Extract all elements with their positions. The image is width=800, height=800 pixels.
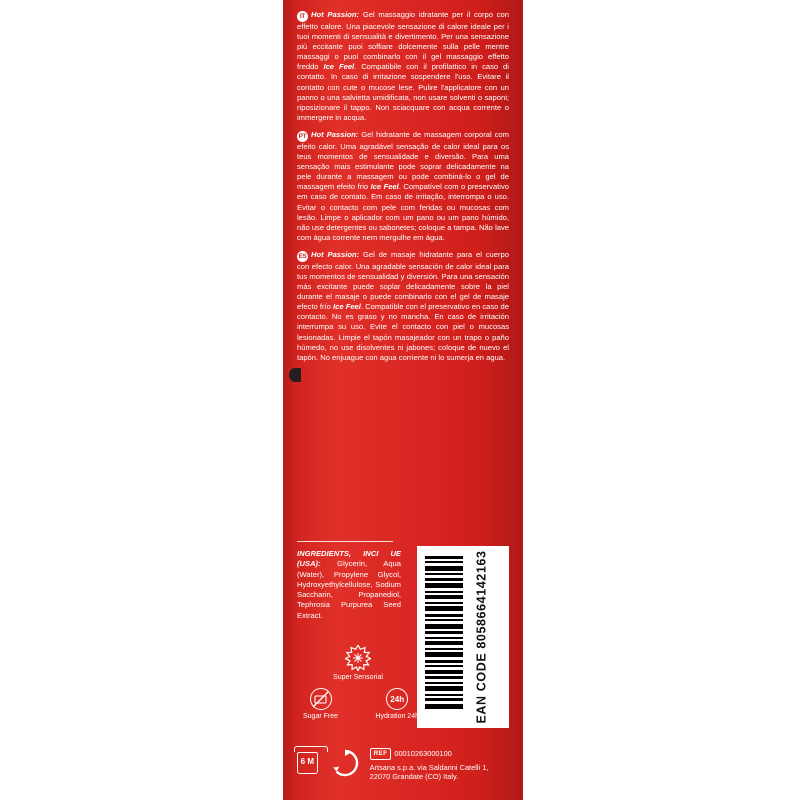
language-tag-es: ES <box>298 252 307 260</box>
crossed-sugar-icon <box>310 688 332 710</box>
ice-feel-it: Ice Feel <box>323 62 355 72</box>
brand-name-es: Hot Passion: <box>311 249 360 259</box>
description-it-part1: Gel massaggio idratante per il corpo con effetto calore. Una piacevole sensazione di calore ideale per i tuoi momenti di sensualità e divertimento. Per una sensazione più eccitante puoi soffiare dolcemente sulla pelle mentre massaggi o puoi combinarlo con il gel massaggio effetto freddo <box>297 10 509 72</box>
barcode-caption-text: EAN CODE 8058664142163 <box>475 550 489 724</box>
ingredients-heading: INGREDIENTS, INCI UE (USA): <box>297 549 401 569</box>
barcode-bars <box>425 556 463 718</box>
description-pt-part2: . Compatível com o preservativo em caso de contato. Em caso de irritação, interrompa o uso. Evitar o contacto com pele com feridas ou mucosas com lesão. Limpe o aplicador com um pano ou um pano húmido, não use detergentes ou sabonetes; coloque a tampa. Não lave com água corrente nem mergulhe em água. <box>297 182 510 242</box>
icon-24h-text: 24h <box>390 695 405 704</box>
recycle-icon <box>330 748 360 778</box>
description-it <box>297 10 509 123</box>
footer-row <box>297 742 509 782</box>
registration-dot <box>289 368 301 382</box>
brand-name-pt: Hot Passion: <box>311 129 359 139</box>
label-content <box>289 0 517 800</box>
description-pt <box>297 130 509 243</box>
hydration-24h-icon <box>386 688 408 710</box>
left-white-margin <box>0 0 283 800</box>
ref-badge: REF <box>370 748 392 760</box>
description-es <box>297 250 509 363</box>
description-es-part1: Gel de masaje hidratante para el cuerpo con efecto calor. Una agradable sensación de calor ideal para tus momentos de sensualidad y diversión. Para una sensación más excitante puede soplar delicadamente sobre la piel durante el masaje o puede combinarlo con el gel de masaje efecto frío <box>297 249 509 312</box>
language-tag-it: IT <box>297 11 308 22</box>
icon-hydration-24h <box>375 688 419 721</box>
description-es-part2: . Compatible con el preservativo en caso de contacto. No es graso y no mancha. En caso de irritación interrumpa su uso. Evite el contacto con piel o mucosas lesionadas. Limpie el tapón masajeador con un trapo o paño húmedo, no use disolventes ni jabones; coloque de nuevo el tapón. No enjuague con agua corriente ni lo sumerja en agua. <box>297 302 509 362</box>
description-pt-part1: Gel hidratante de massagem corporal com efeito calor. Uma agradável sensação de calor ideal para os teus momentos de sensualidade e diversão. Para uma sensação mais estimulante pode soprar delicadamente na pele durante a massagem ou pode combiná-lo o gel de massagem efeito frio <box>297 129 509 192</box>
icon-sugar-free <box>303 688 338 721</box>
feature-icons <box>303 645 419 721</box>
ice-feel-es: Ice Feel <box>332 302 361 312</box>
icon-caption-super-sensorial: Super Sensorial <box>333 674 383 681</box>
icon-caption-sugar-free: Sugar Free <box>303 713 339 720</box>
ref-number: 00010263000100 <box>394 749 452 758</box>
pao-label: 6 M <box>300 757 314 766</box>
company-address: Artsana s.p.a. via Saldarini Catelli 1, 22070 Grandate (CO) Italy. <box>369 762 489 782</box>
section-divider <box>297 541 393 542</box>
language-tag-pt: PT <box>298 132 307 140</box>
icon-super-sensorial <box>333 645 383 682</box>
ingredients-list: Glycerin, Aqua (Water), Propylene Glycol, Hydroxyethylcellulose, Sodium Saccharin, Propanediol, Tephrosia Purpurea Seed Extract. <box>297 559 401 620</box>
multilingual-description <box>297 10 509 370</box>
ref-and-company <box>370 748 509 782</box>
brand-name-it: Hot Passion: <box>311 10 360 19</box>
icon-caption-hydration-24h: Hydration 24h <box>375 713 419 720</box>
period-after-opening-icon <box>297 752 318 774</box>
red-label-panel <box>283 0 523 800</box>
description-it-part2: . Compatibile con il profilattico in caso di contatto. In caso di irritazione sospendere l'uso. Evitare il contatto con cute o mucose lese. Pulire l'applicatore con un panno o una salvietta umidificata, non usare solventi o saponi; riposizionare il tappo. Non sciacquare con acqua corrente o immergere in acqua. <box>297 62 509 122</box>
barcode-caption <box>459 546 505 728</box>
right-white-margin <box>523 0 800 800</box>
star-burst-icon <box>345 645 371 671</box>
ingredients-section <box>297 549 401 621</box>
barcode-box <box>417 546 509 728</box>
ice-feel-pt: Ice Feel <box>370 182 399 192</box>
